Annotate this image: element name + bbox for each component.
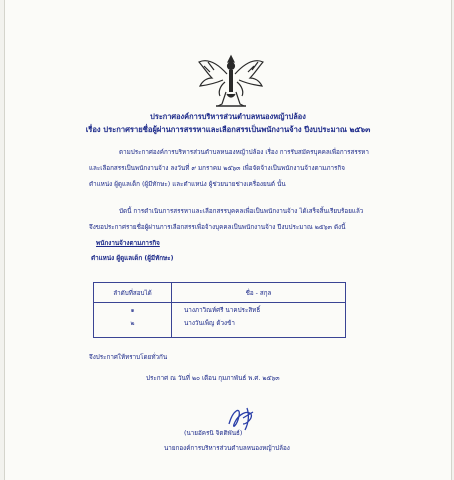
- position-line: ตำแหน่ง ผู้ดูแลเด็ก (ผู้มีทักษะ): [91, 255, 174, 262]
- column-header-rank: ลำดับที่สอบได้: [94, 283, 172, 303]
- signatory-name: (นายอัครนิ จิตติพันธ์): [184, 430, 243, 437]
- para2-line1: บัดนี้ การดำเนินการสรรหาและเลือกสรรบุคคลเพื่อเป็นพนักงานจ้าง ได้เสร็จสิ้นเรียบร้อยแล้ว: [119, 208, 364, 215]
- column-header-name: ชื่อ - สกุล: [172, 283, 346, 303]
- rank-1: ๑: [130, 307, 135, 314]
- para1-line2: และเลือกสรรเป็นพนักงานจ้าง ลงวันที่ ๙ มกราคม ๒๕๖๓ เพื่อจัดจ้างเป็นพนักงานจ้างตามภารกิจ: [89, 165, 345, 172]
- signatory-title: นายกองค์การบริหารส่วนตำบลหนองหญ้าปล้อง: [164, 445, 290, 452]
- para1-line3: ตำแหน่ง ผู้ดูแลเด็ก (ผู้มีทักษะ) และตำแหน่ง ผู้ช่วยนายช่างเครื่องยนต์ นั้น: [89, 181, 286, 188]
- document-page: [4, 0, 452, 480]
- section-heading: พนักงานจ้างตามภารกิจ: [96, 240, 160, 247]
- para1-line1: ตามประกาศองค์การบริหารส่วนตำบลหนองหญ้าปล้อง เรื่อง การรับสมัครบุคคลเพื่อการสรรหา: [119, 149, 369, 156]
- name-cell: [172, 303, 346, 338]
- table-row: [94, 303, 346, 338]
- name-2: นางวันเพ็ญ ด้วงข้า: [184, 320, 235, 327]
- table-header-row: [94, 283, 346, 303]
- candidates-table: [93, 282, 346, 338]
- closing-announce: จึงประกาศให้ทราบโดยทั่วกัน: [89, 354, 168, 361]
- handwritten-signature-icon: [223, 404, 259, 432]
- announcement-title: ประกาศองค์การบริหารส่วนตำบลหนองหญ้าปล้อง: [150, 112, 306, 121]
- rank-cell: [94, 303, 172, 338]
- para2-line2: จึงขอประกาศรายชื่อผู้ผ่านการเลือกสรรเพื่อจ้างบุคคลเป็นพนักงานจ้าง ปีงบประมาณ ๒๕๖๓ ดังนี้: [89, 224, 346, 231]
- announcement-date: ประกาศ ณ วันที่ ๒๐ เดือน กุมภาพันธ์ พ.ศ. ๒๕๖๓: [146, 375, 280, 382]
- name-1: นางภาวิณห์ศรี นาคประสิทธิ์: [184, 307, 261, 314]
- announcement-subject: เรื่อง ประกาศรายชื่อผู้ผ่านการสรรหาและเลือกสรรเป็นพนักงานจ้าง ปีงบประมาณ ๒๕๖๓: [85, 125, 371, 134]
- rank-2: ๒: [130, 320, 135, 327]
- garuda-emblem-icon: [196, 52, 266, 110]
